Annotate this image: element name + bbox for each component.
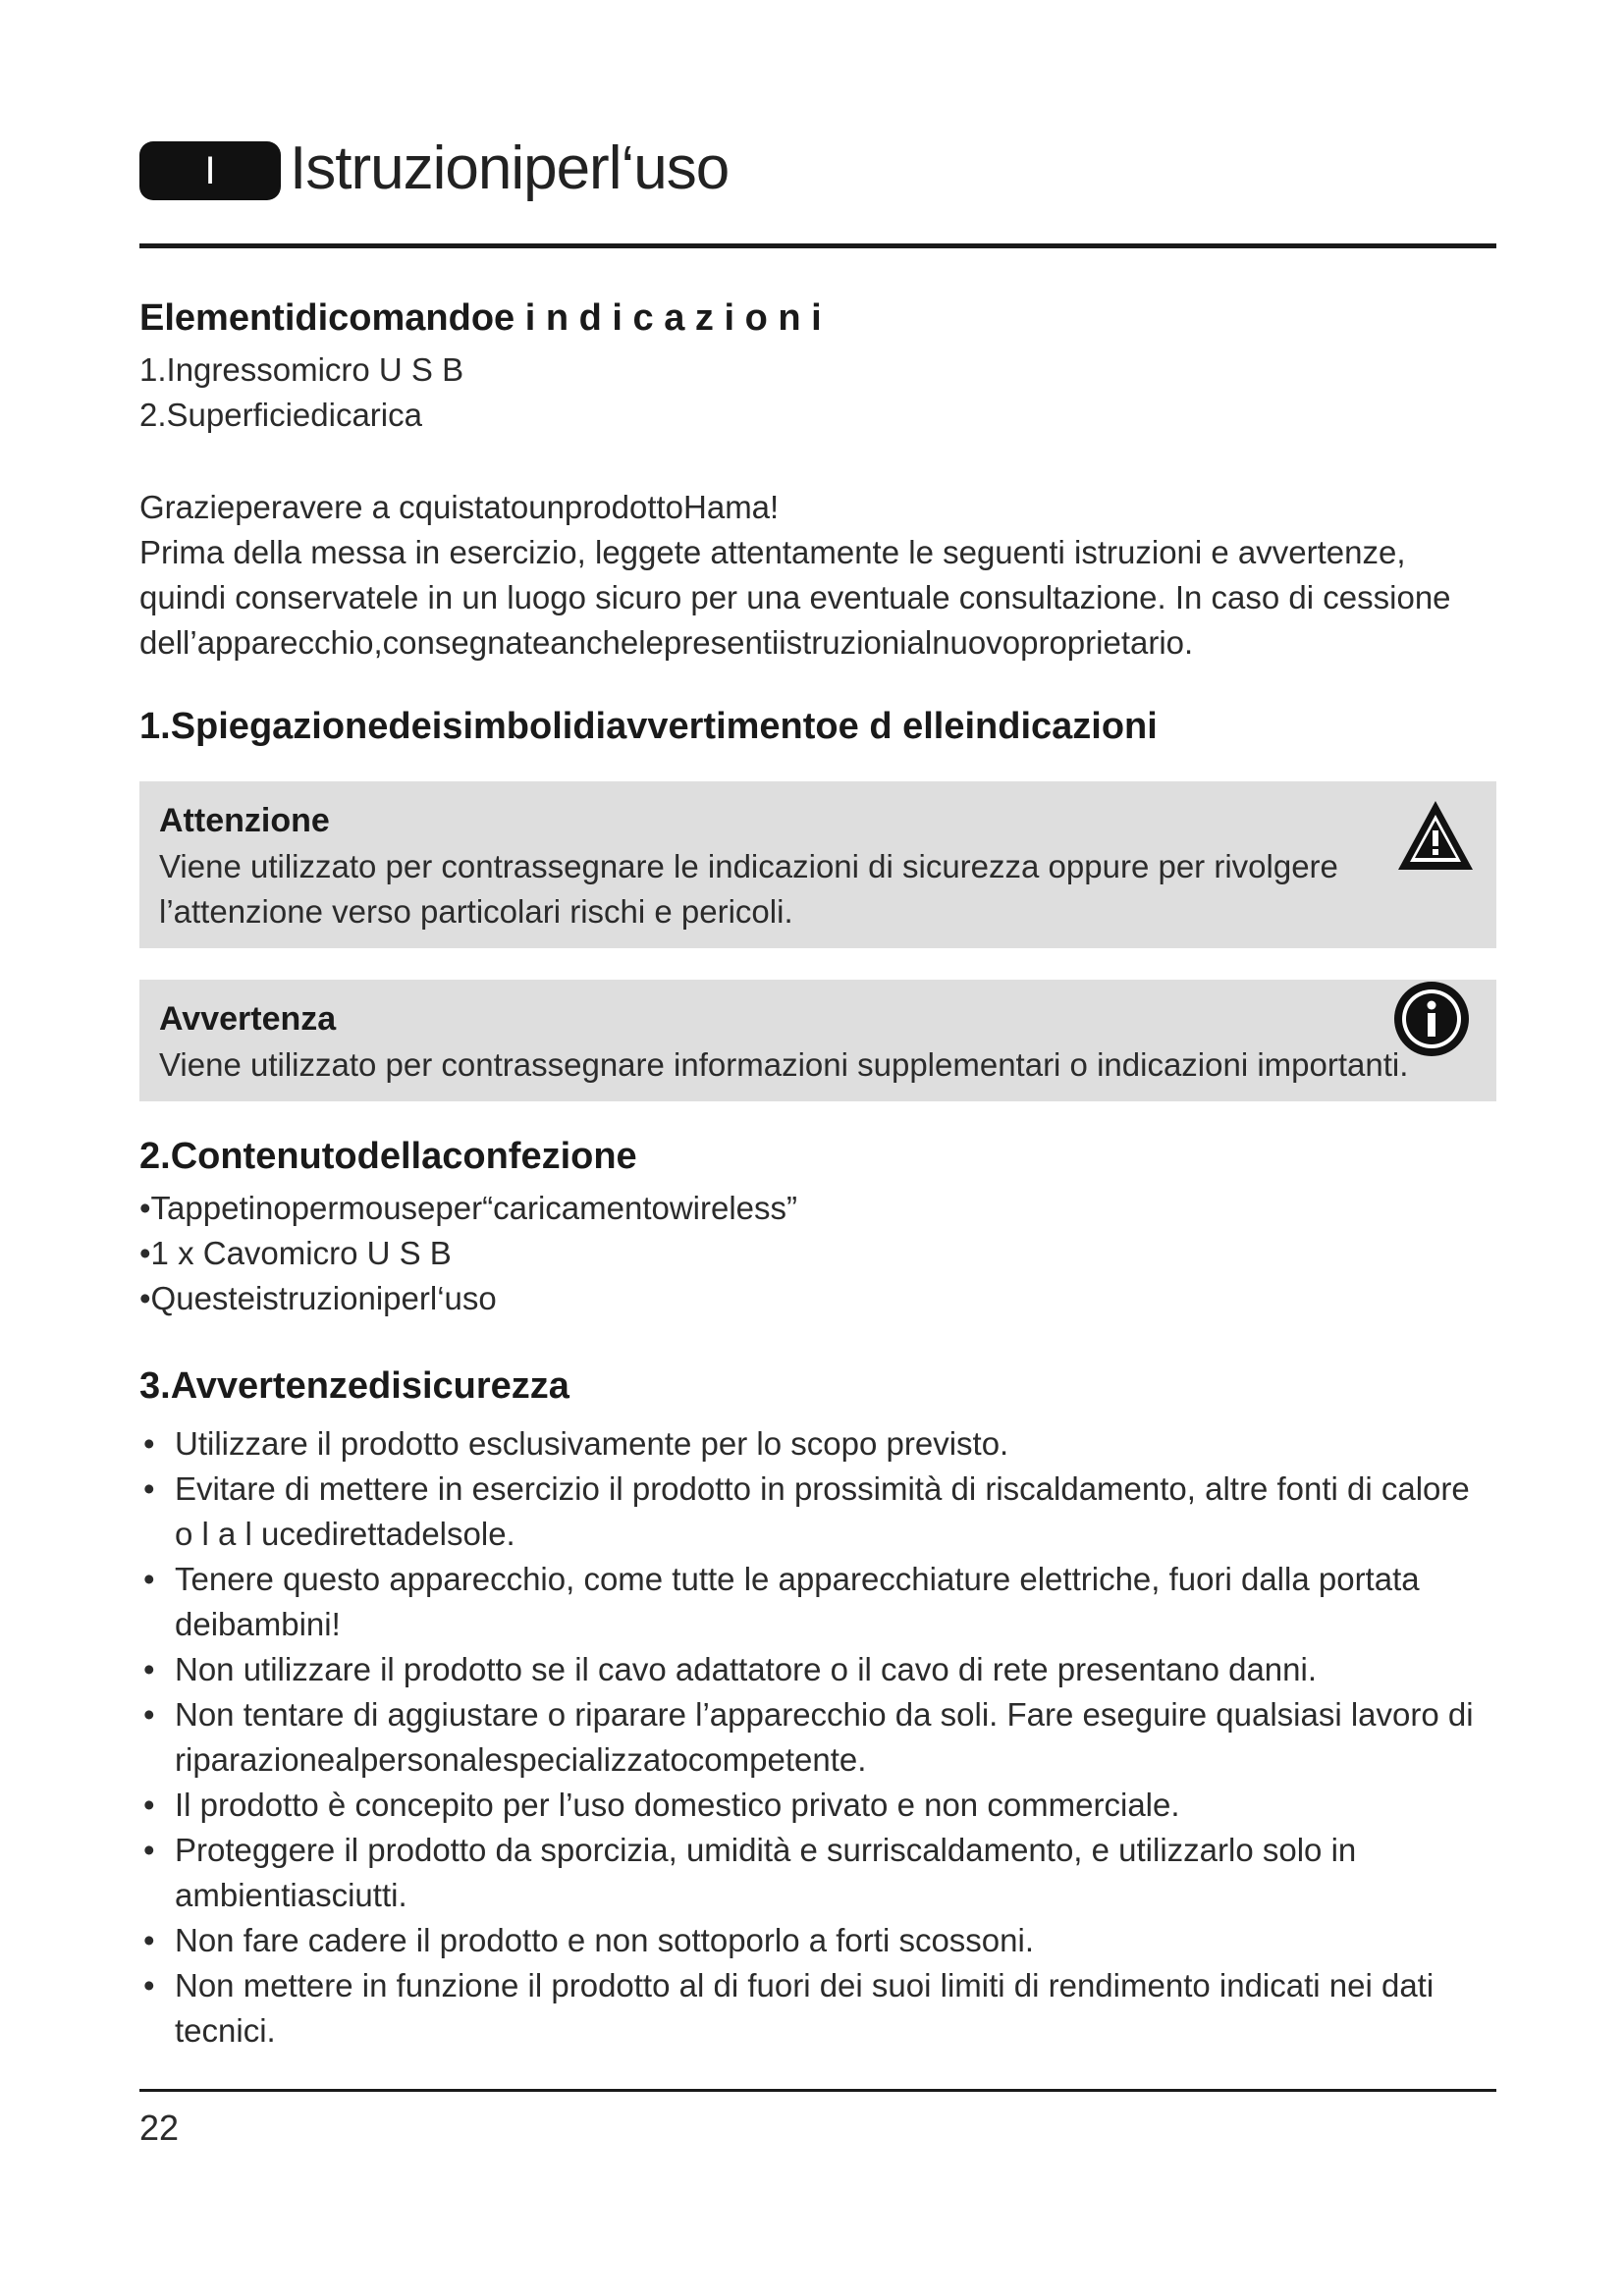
list-item: • Utilizzare il prodotto esclusivamente per lo scopo previsto. [139,1421,1496,1467]
list-item: • Tenere questo apparecchio, come tutte le apparecchiature elettriche, fuori dalla portata deibambini! [139,1557,1496,1647]
note-box [139,980,1496,1101]
page-title: Istruzioniperl‘uso [290,134,730,202]
list-item: •Tappetinopermouseper“caricamentowireless” [139,1190,798,1226]
header-divider [139,243,1496,248]
page-content [139,293,1496,2054]
page-number: 22 [139,2108,180,2148]
intro-line: Grazieperavere a cquistatounprodottoHama! [139,489,780,525]
warning-triangle-icon [1394,795,1477,878]
list-item: •1 x Cavomicro U S B [139,1235,452,1271]
note-text: Viene utilizzato per contrassegnare informazioni supplementari o indicazioni importanti. [159,1046,1409,1083]
controls-item: 1.Ingressomicro U S B [139,351,464,388]
list-item: •Questeistruzioniperl‘uso [139,1280,497,1316]
intro-line: dell’apparecchio,consegnateanchelepresentiistruzionialnuovoproprietario. [139,624,1194,661]
list-item: • Il prodotto è concepito per l’uso domestico privato e non commerciale. [139,1783,1496,1828]
attention-box [139,781,1496,948]
intro-line: Prima della messa in esercizio, leggete attentamente le seguenti istruzioni e avvertenze, [139,534,1406,570]
language-badge: I [139,141,281,200]
safety-list [139,1421,1496,2054]
controls-list [139,347,1496,438]
list-item: • Non fare cadere il prodotto e non sottoporlo a forti scossoni. [139,1918,1496,1963]
list-item: • Proteggere il prodotto da sporcizia, umidità e surriscaldamento, e utilizzarlo solo in ambientiasciutti. [139,1828,1496,1918]
list-item: • Non tentare di aggiustare o riparare l’apparecchio da soli. Fare eseguire qualsiasi lavoro di riparazionealpersonalespecializzatocompetente. [139,1692,1496,1783]
attention-title: Attenzione [159,802,330,839]
intro-line: quindi conservatele in un luogo sicuro per una eventuale consultazione. In caso di cessione [139,579,1451,615]
list-item: • Non mettere in funzione il prodotto al di fuori dei suoi limiti di rendimento indicati nei dati tecnici. [139,1963,1496,2054]
section2-heading: 2.Contenutodellaconfezione [139,1136,637,1177]
note-title: Avvertenza [159,1000,337,1038]
attention-text: l’attenzione verso particolari rischi e pericoli. [159,893,793,930]
list-item: • Evitare di mettere in esercizio il prodotto in prossimità di riscaldamento, altre fonti di calore o l a l ucedirettadelsole. [139,1467,1496,1557]
section3-heading: 3.Avvertenzedisicurezza [139,1365,569,1407]
info-icon [1390,978,1473,1060]
attention-text: Viene utilizzato per contrassegnare le indicazioni di sicurezza oppure per rivolgere [159,848,1338,884]
list-item: • Non utilizzare il prodotto se il cavo adattatore o il cavo di rete presentano danni. [139,1647,1496,1692]
package-contents-list [139,1186,1496,1321]
footer-divider [139,2089,1496,2092]
controls-heading: Elementidicomandoe i n d i c a z i o n i [139,297,822,339]
section1-heading: 1.Spiegazionedeisimbolidiavvertimentoe d elleindicazioni [139,706,1158,747]
controls-item: 2.Superficiedicarica [139,397,422,433]
intro-paragraph [139,485,1496,666]
